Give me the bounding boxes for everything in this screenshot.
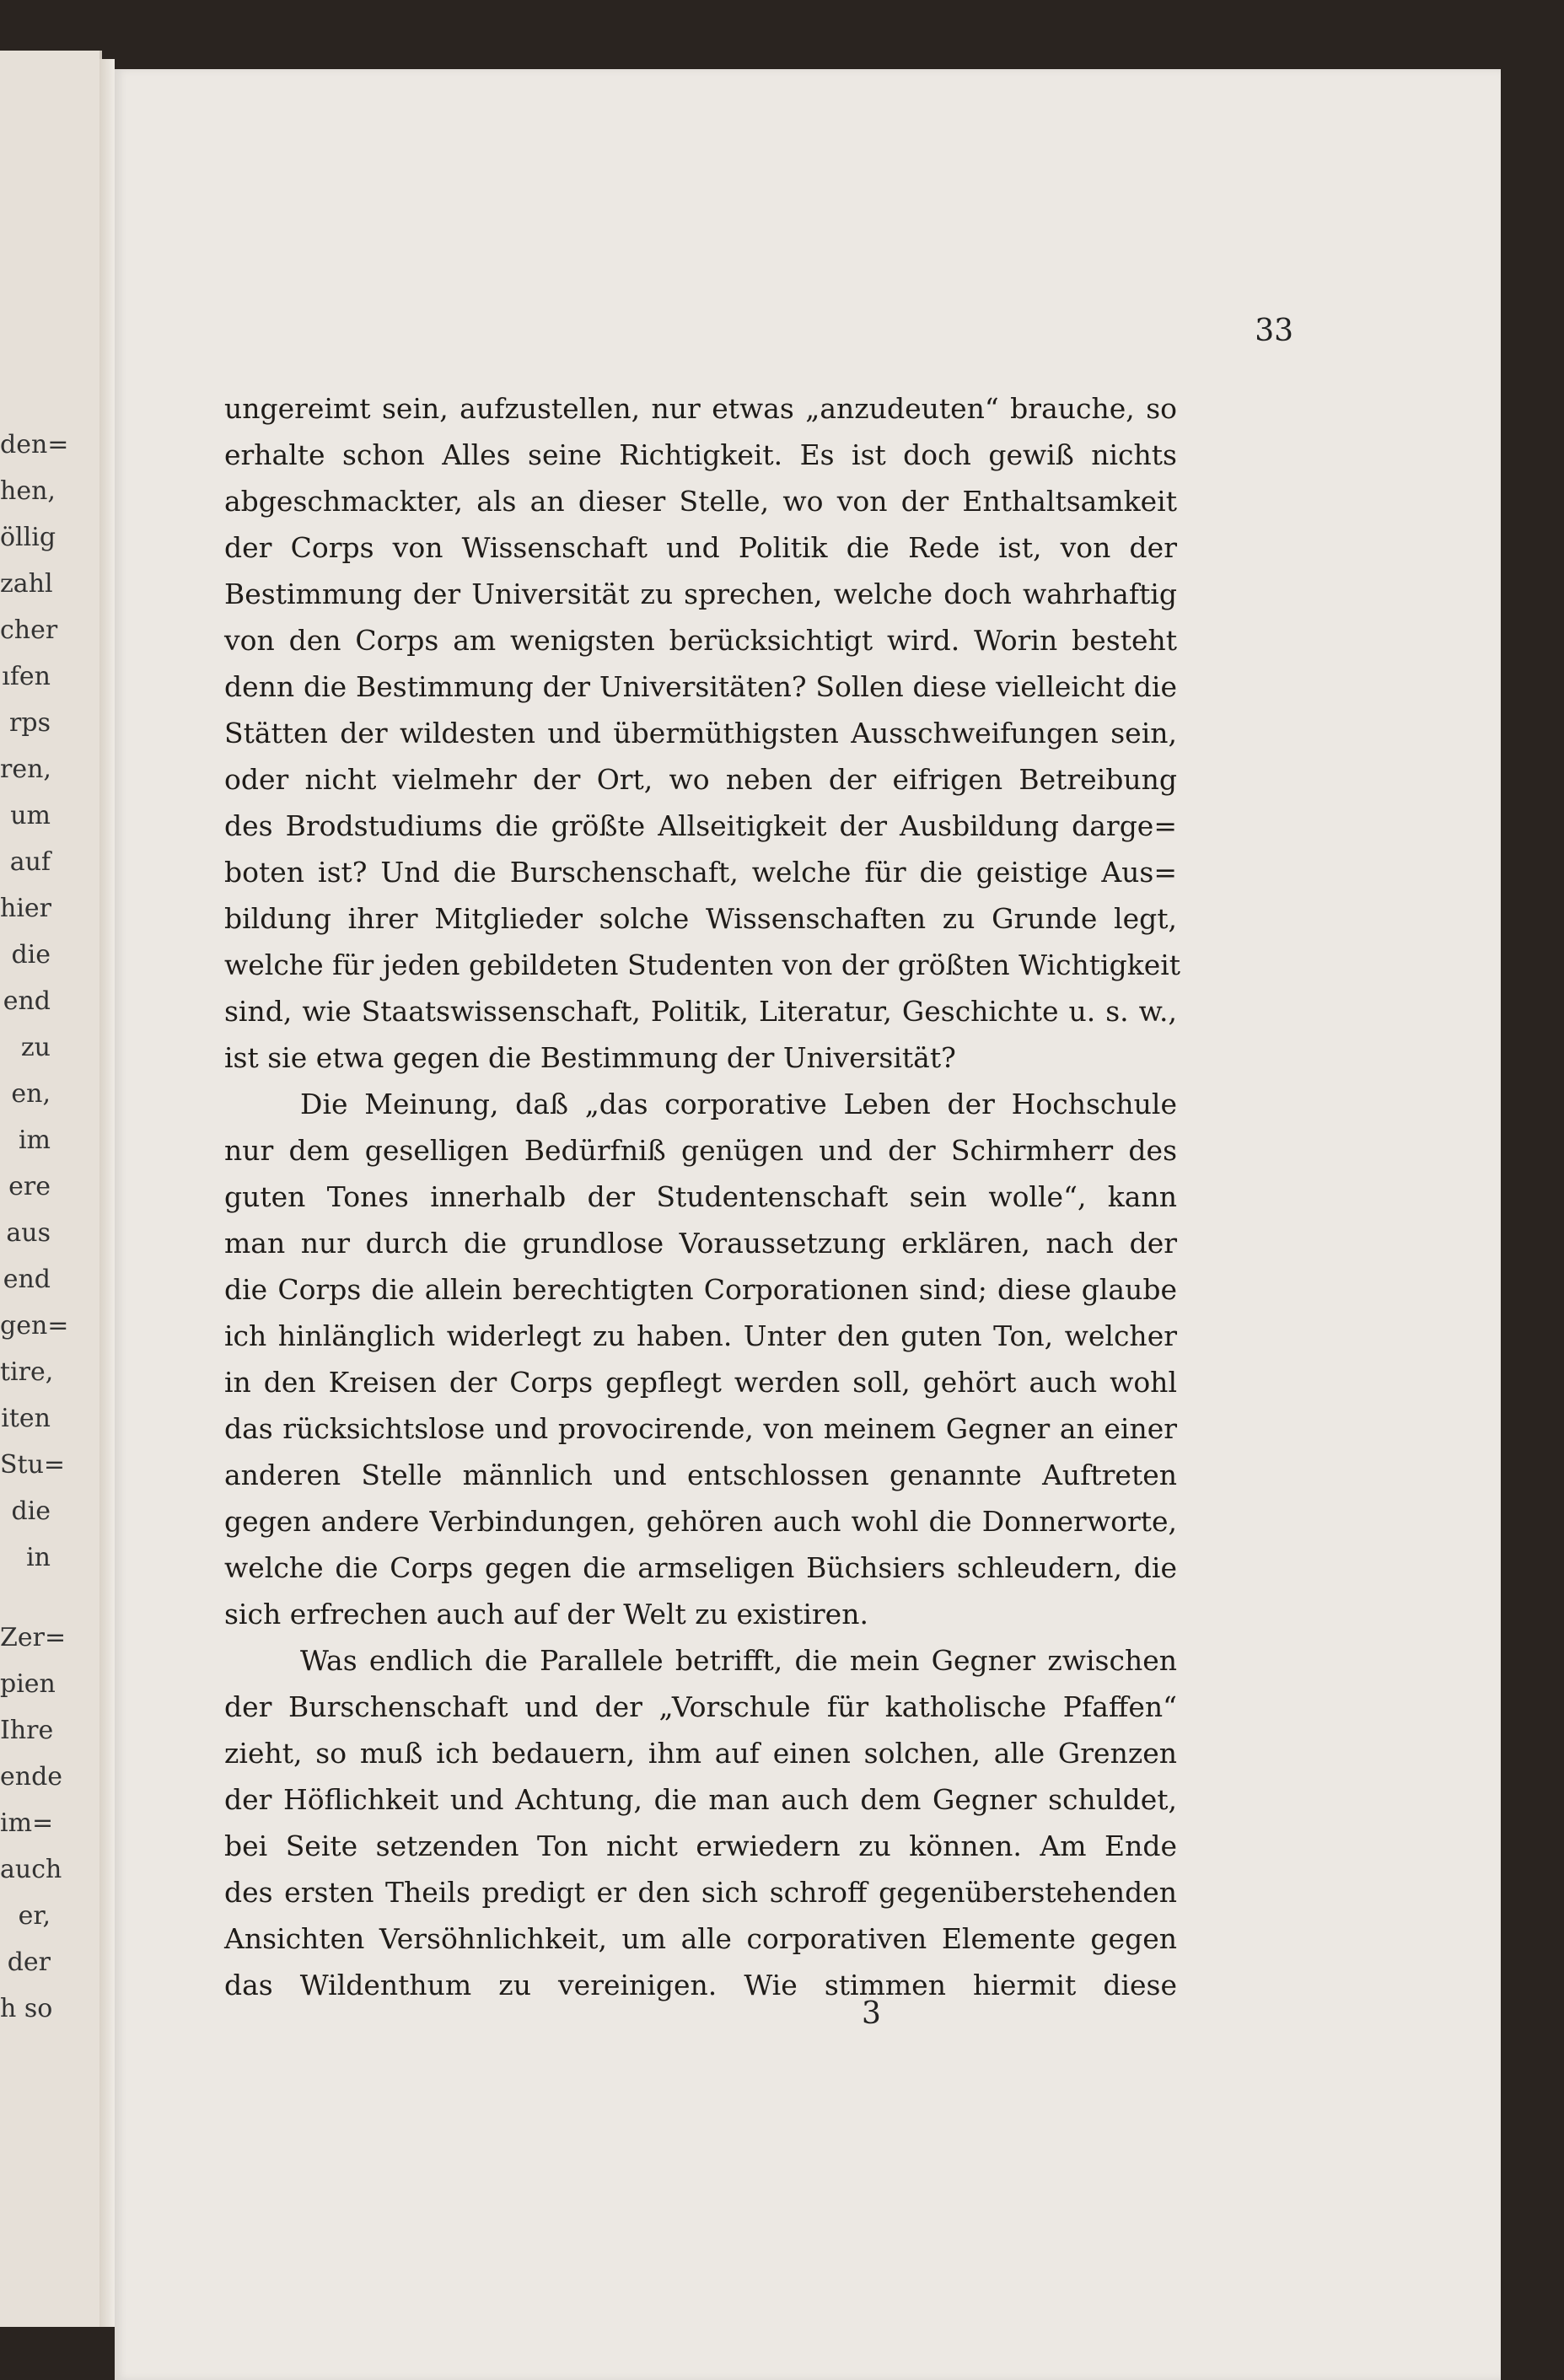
left-fragment: h so <box>0 1994 53 2023</box>
left-fragment: im <box>18 1126 51 1155</box>
text-line: der Corps von Wissenschaft und Politik die Rede ist, von der <box>224 531 1177 564</box>
left-fragment: Zer= <box>0 1623 67 1652</box>
left-fragment: in <box>26 1543 51 1572</box>
text-line: oder nicht vielmehr der Ort, wo neben der eifrigen Betreibung <box>224 763 1177 796</box>
left-fragment: auch <box>0 1855 62 1884</box>
left-fragment: ıfen <box>2 662 51 691</box>
text-line: Bestimmung der Universität zu sprechen, welche doch wahrhaftig <box>224 578 1177 610</box>
left-fragment: hier <box>0 894 52 923</box>
left-fragment: en, <box>11 1079 51 1109</box>
body-text <box>224 385 1181 2008</box>
text-line: gegen andere Verbindungen, gehören auch wohl die Donnerworte, <box>224 1505 1177 1538</box>
left-fragment: end <box>3 986 51 1016</box>
left-fragment: rps <box>9 708 51 738</box>
left-fragment: Ihre <box>0 1716 54 1745</box>
left-fragment: iten <box>1 1404 51 1433</box>
text-line: zieht, so muß ich bedauern, ihm auf einen solchen, alle Grenzen <box>224 1737 1177 1770</box>
left-page-text-fragments <box>0 422 69 2032</box>
left-fragment: zahl <box>0 569 53 599</box>
left-fragment: pien <box>0 1669 56 1699</box>
left-fragment: zu <box>20 1033 51 1062</box>
left-fragment: end <box>3 1265 51 1294</box>
text-line: des Brodstudiums die größte Allseitigkeit der Ausbildung darge= <box>224 809 1177 842</box>
text-line: guten Tones innerhalb der Studentenschaft sein wolle“, kann <box>224 1180 1177 1213</box>
text-line: man nur durch die grundlose Voraussetzung erklären, nach der <box>224 1227 1177 1260</box>
text-line: Ansichten Versöhnlichkeit, um alle corporativen Elemente gegen <box>224 1922 1177 1955</box>
left-fragment: cher <box>0 615 58 645</box>
text-line: ist sie etwa gegen die Bestimmung der Universität? <box>224 1041 956 1074</box>
text-line: sind, wie Staatswissenschaft, Politik, Literatur, Geschichte u. s. w., <box>224 995 1177 1028</box>
left-fragment: hen, <box>0 476 56 506</box>
left-fragment: die <box>11 1496 51 1526</box>
text-line: boten ist? Und die Burschenschaft, welche für die geistige Aus= <box>224 856 1177 889</box>
left-fragment: ren, <box>0 755 51 784</box>
text-line: der Burschenschaft und der „Vorschule für katholische Pfaffen“ <box>224 1690 1177 1723</box>
text-line: sich erfrechen auch auf der Welt zu existiren. <box>224 1598 868 1631</box>
left-fragment: ere <box>8 1172 51 1201</box>
text-line: die Corps die allein berechtigten Corporationen sind; diese glaube <box>224 1273 1177 1306</box>
left-fragment: ende <box>0 1762 63 1792</box>
left-fragment: auf <box>9 847 51 877</box>
page-edge-shadow <box>99 59 115 2327</box>
text-line: ich hinlänglich widerlegt zu haben. Unter den guten Ton, welcher <box>224 1319 1177 1352</box>
left-fragment: er, <box>18 1901 51 1931</box>
text-line: in den Kreisen der Corps gepflegt werden soll, gehört auch wohl <box>224 1366 1177 1399</box>
text-line: erhalte schon Alles seine Richtigkeit. Es ist doch gewiß nichts <box>224 438 1177 471</box>
left-fragment: im= <box>0 1808 54 1838</box>
text-line: bildung ihrer Mitglieder solche Wissenschaften zu Grunde legt, <box>224 902 1177 935</box>
left-fragment: aus <box>6 1218 51 1248</box>
left-fragment: den= <box>0 430 69 459</box>
text-line: denn die Bestimmung der Universitäten? Sollen diese vielleicht die <box>224 670 1177 703</box>
left-fragment: der <box>7 1948 51 1977</box>
text-line: welche für jeden gebildeten Studenten von der größten Wichtigkeit <box>224 948 1181 981</box>
text-line: nur dem geselligen Bedürfniß genügen und der Schirmherr des <box>224 1134 1177 1167</box>
text-line: anderen Stelle männlich und entschlossen genannte Auftreten <box>224 1459 1177 1491</box>
left-facing-page <box>0 51 102 2327</box>
text-line: der Höflichkeit und Achtung, die man auch dem Gegner schuldet, <box>224 1783 1177 1816</box>
text-line: bei Seite setzenden Ton nicht erwiedern zu können. Am Ende <box>224 1829 1177 1862</box>
left-fragment: öllig <box>0 523 56 552</box>
left-fragment: um <box>10 801 51 830</box>
left-fragment: Stu= <box>0 1450 66 1480</box>
left-fragment: die <box>11 940 51 970</box>
paragraph-start-line: Die Meinung, daß „das corporative Leben der Hochschule <box>300 1088 1177 1120</box>
text-line: von den Corps am wenigsten berücksichtigt wird. Worin besteht <box>224 624 1177 657</box>
text-line: das rücksichtslose und provocirende, von meinem Gegner an einer <box>224 1412 1177 1445</box>
left-fragment: tire, <box>0 1357 54 1387</box>
text-line: das Wildenthum zu vereinigen. Wie stimmen hiermit diese <box>224 1969 1177 2001</box>
text-line: Stätten der wildesten und übermüthigsten Ausschweifungen sein, <box>224 717 1177 749</box>
left-fragment-gap <box>0 1581 51 1614</box>
book-page <box>115 69 1501 2380</box>
text-line: abgeschmackter, als an dieser Stelle, wo von der Enthaltsamkeit <box>224 485 1177 518</box>
left-fragment: gen= <box>0 1311 69 1340</box>
page-number: 33 <box>1255 314 1293 348</box>
text-line: welche die Corps gegen die armseligen Büchsiers schleudern, die <box>224 1551 1177 1584</box>
text-line: ungereimt sein, aufzustellen, nur etwas „anzudeuten“ brauche, so <box>224 392 1177 425</box>
paragraph-start-line: Was endlich die Parallele betrifft, die mein Gegner zwischen <box>300 1644 1177 1677</box>
signature-mark: 3 <box>862 1996 881 2031</box>
text-line: des ersten Theils predigt er den sich schroff gegenüberstehenden <box>224 1876 1177 1909</box>
